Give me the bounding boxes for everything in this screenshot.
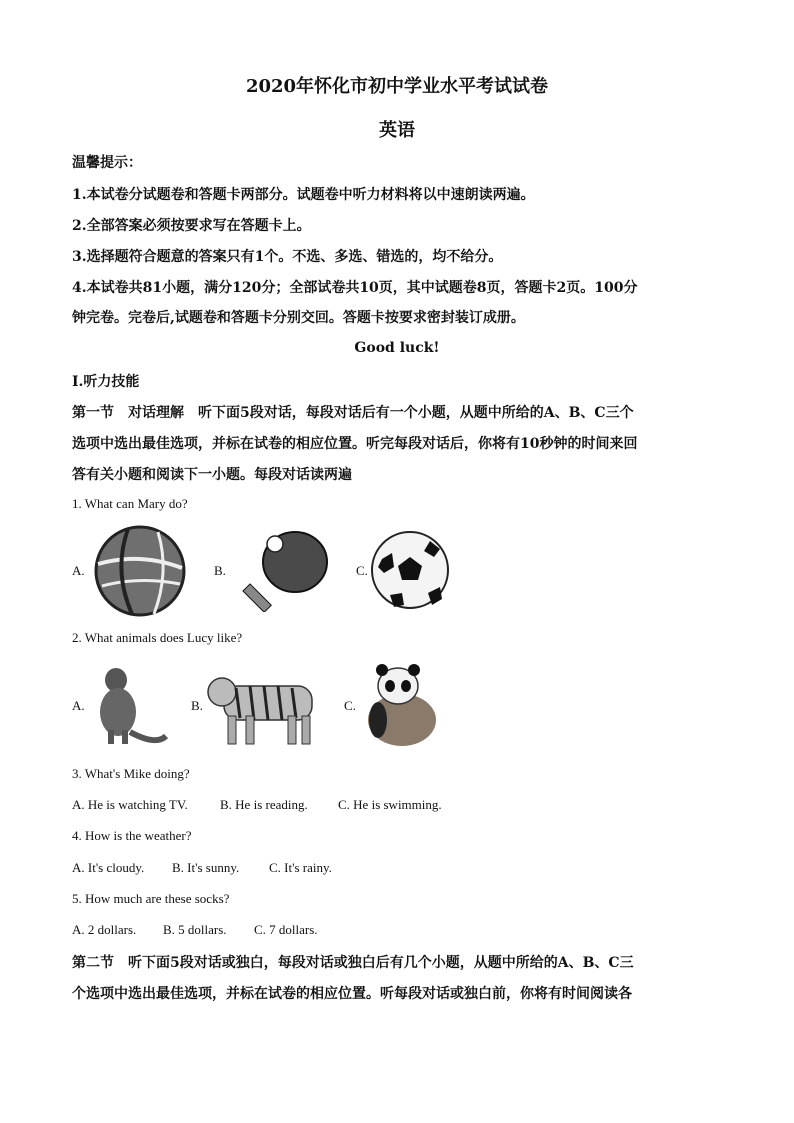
- tip-item: 3.选择题符合题意的答案只有1个。不选、多选、错选的，均不给分。: [72, 249, 503, 265]
- option-b-label: B.: [214, 563, 226, 578]
- basketball-icon: [88, 524, 194, 618]
- instruction-line: 选项中选出最佳选项，并标在试卷的相应位置。听完每段对话后，你将有10秒钟的时间来回: [72, 436, 638, 452]
- tip-item: 钟完卷。完卷后,试题卷和答题卡分别交回。答题卡按要求密封装订成册。: [72, 310, 525, 326]
- option-a: A. He is watching TV.: [72, 797, 188, 812]
- option-c-label: C.: [344, 698, 356, 713]
- question-5: 5. How much are these socks?: [72, 891, 230, 906]
- question-3: 3. What's Mike doing?: [72, 766, 190, 781]
- exam-subject: 英语: [379, 120, 415, 141]
- tip-item: 2.全部答案必须按要求写在答题卡上。: [72, 218, 311, 234]
- question-2: 2. What animals does Lucy like?: [72, 630, 243, 645]
- panda-icon: [358, 658, 442, 750]
- tip-item: 4.本试卷共81小题，满分120分；全部试卷共10页，其中试题卷8页，答题卡2页。100分: [72, 280, 638, 296]
- soccer-ball-icon: [370, 527, 450, 613]
- instruction-line: 第二节 听下面5段对话或独白，每段对话或独白后有几个小题，从题中所给的A、B、C三: [72, 955, 634, 971]
- option-b-label: B.: [191, 698, 203, 713]
- option-a-label: A.: [72, 563, 85, 578]
- good-luck: Good luck!: [354, 340, 440, 356]
- option-c: C. He is swimming.: [338, 797, 442, 812]
- ping-pong-paddle-icon: [240, 526, 330, 612]
- option-a: A. It's cloudy.: [72, 860, 145, 875]
- question-4: 4. How is the weather?: [72, 828, 192, 843]
- instruction-line: 第一节 对话理解 听下面5段对话，每段对话后有一个小题，从题中所给的A、B、C三个: [72, 405, 634, 421]
- option-c: C. It's rainy.: [269, 860, 332, 875]
- option-c-label: C.: [356, 563, 368, 578]
- option-b: B. 5 dollars.: [163, 922, 227, 937]
- instruction-line: 个选项中选出最佳选项，并标在试卷的相应位置。听每段对话或独白前，你将有时间阅读各: [72, 986, 632, 1002]
- section-heading: I.听力技能: [72, 374, 140, 390]
- question-1: 1. What can Mary do?: [72, 496, 188, 511]
- instruction-line: 答有关小题和阅读下一小题。每段对话读两遍: [72, 467, 352, 483]
- option-b: B. It's sunny.: [172, 860, 240, 875]
- option-a-label: A.: [72, 698, 85, 713]
- option-b: B. He is reading.: [220, 797, 308, 812]
- monkey-icon: [86, 660, 170, 748]
- tiger-icon: [206, 664, 324, 748]
- tip-item: 1.本试卷分试题卷和答题卡两部分。试题卷中听力材料将以中速朗读两遍。: [72, 187, 535, 203]
- tips-heading: 温馨提示：: [72, 155, 142, 171]
- exam-title: 2020年怀化市初中学业水平考试试卷: [245, 76, 549, 97]
- option-c: C. 7 dollars.: [254, 922, 318, 937]
- option-a: A. 2 dollars.: [72, 922, 137, 937]
